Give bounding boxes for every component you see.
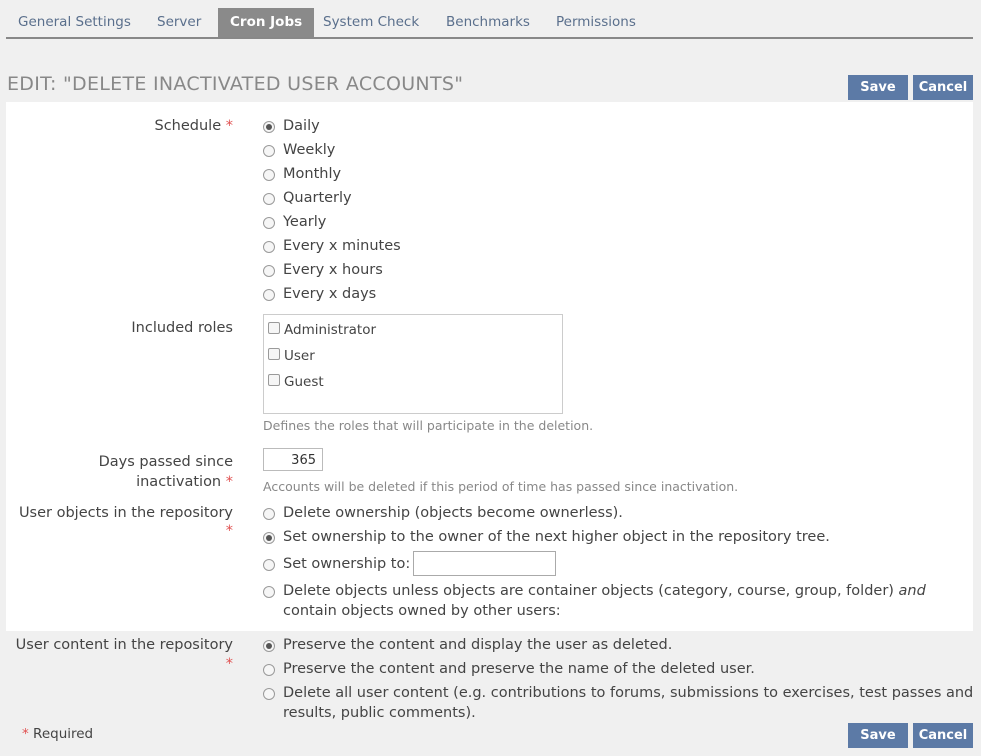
- user-content-option-label: Preserve the content and display the user as deleted.: [283, 637, 673, 653]
- tab-permissions[interactable]: Permissions: [556, 14, 636, 30]
- schedule-option-label: Monthly: [283, 166, 342, 182]
- user-content-radio-delete-all[interactable]: [263, 688, 275, 700]
- user-objects-option-label: Delete objects unless objects are container objects (category, course, group, folder) and: [283, 583, 926, 599]
- tab-benchmarks[interactable]: Benchmarks: [446, 14, 530, 30]
- days-label-line1: Days passed since: [98, 454, 233, 470]
- user-objects-option-label: Delete ownership (objects become ownerless).: [283, 505, 623, 521]
- tab-bar: [6, 8, 973, 39]
- user-objects-radio-delete-objects[interactable]: [263, 586, 275, 598]
- user-content-radio-preserve-name[interactable]: [263, 664, 275, 676]
- user-objects-option-label-cont: contain objects owned by other users:: [283, 603, 561, 619]
- schedule-radio-weekly[interactable]: [263, 145, 275, 157]
- user-objects-radio-set-ownership[interactable]: [263, 559, 275, 571]
- user-objects-option-label: Set ownership to the owner of the next higher object in the repository tree.: [283, 529, 830, 545]
- role-label: Guest: [284, 374, 324, 390]
- role-checkbox-guest[interactable]: [268, 374, 280, 386]
- role-label: Administrator: [284, 322, 377, 338]
- tab-server[interactable]: Server: [157, 14, 202, 30]
- days-info: Accounts will be deleted if this period of time has passed since inactivation.: [263, 479, 739, 494]
- schedule-radio-daily[interactable]: [263, 121, 275, 133]
- user-content-radio-preserve-deleted[interactable]: [263, 640, 275, 652]
- user-content-option-label-cont: results, public comments).: [283, 705, 476, 721]
- page-title: EDIT: "DELETE INACTIVATED USER ACCOUNTS": [7, 73, 464, 95]
- schedule-option-label: Every x minutes: [283, 238, 401, 254]
- user-content-label: User content in the repository: [15, 637, 233, 653]
- cancel-button[interactable]: Cancel: [913, 75, 973, 100]
- cancel-button-bottom[interactable]: Cancel: [913, 723, 973, 748]
- user-objects-label: User objects in the repository: [18, 505, 233, 521]
- schedule-option-label: Weekly: [283, 142, 336, 158]
- required-note: * Required: [22, 726, 94, 742]
- tab-system-check[interactable]: System Check: [323, 14, 420, 30]
- save-button[interactable]: Save: [848, 75, 908, 100]
- user-objects-radio-delete-ownership[interactable]: [263, 508, 275, 520]
- schedule-option-label: Quarterly: [283, 190, 352, 206]
- schedule-radio-monthly[interactable]: [263, 169, 275, 181]
- days-label-line2: inactivation *: [136, 474, 233, 490]
- schedule-radio-every-x-hours[interactable]: [263, 265, 275, 277]
- schedule-option-label: Yearly: [283, 214, 327, 230]
- schedule-radio-every-x-days[interactable]: [263, 289, 275, 301]
- user-objects-radio-next-higher-owner[interactable]: [263, 532, 275, 544]
- schedule-option-label: Every x hours: [283, 262, 383, 278]
- tab-general-settings[interactable]: General Settings: [18, 14, 131, 30]
- schedule-radio-every-x-minutes[interactable]: [263, 241, 275, 253]
- owner-input[interactable]: [413, 551, 556, 576]
- roles-info: Defines the roles that will participate in the deletion.: [263, 418, 594, 433]
- tab-cron-jobs[interactable]: Cron Jobs: [218, 8, 314, 37]
- days-input[interactable]: 365: [263, 448, 323, 471]
- role-checkbox-administrator[interactable]: [268, 322, 280, 334]
- schedule-radio-yearly[interactable]: [263, 217, 275, 229]
- user-content-option-label: Delete all user content (e.g. contributions to forums, submissions to exercises, test passes and: [283, 685, 974, 701]
- included-roles-label: Included roles: [131, 320, 233, 336]
- user-objects-required-mark: *: [225, 523, 233, 539]
- schedule-radio-quarterly[interactable]: [263, 193, 275, 205]
- user-content-required-mark: *: [225, 656, 233, 672]
- save-button-bottom[interactable]: Save: [848, 723, 908, 748]
- user-content-option-label: Preserve the content and preserve the name of the deleted user.: [283, 661, 755, 677]
- role-checkbox-user[interactable]: [268, 348, 280, 360]
- user-objects-option-label: Set ownership to:: [283, 556, 411, 572]
- role-label: User: [284, 348, 315, 364]
- schedule-option-label: Daily: [283, 118, 320, 134]
- schedule-label: Schedule *: [154, 118, 233, 134]
- schedule-option-label: Every x days: [283, 286, 377, 302]
